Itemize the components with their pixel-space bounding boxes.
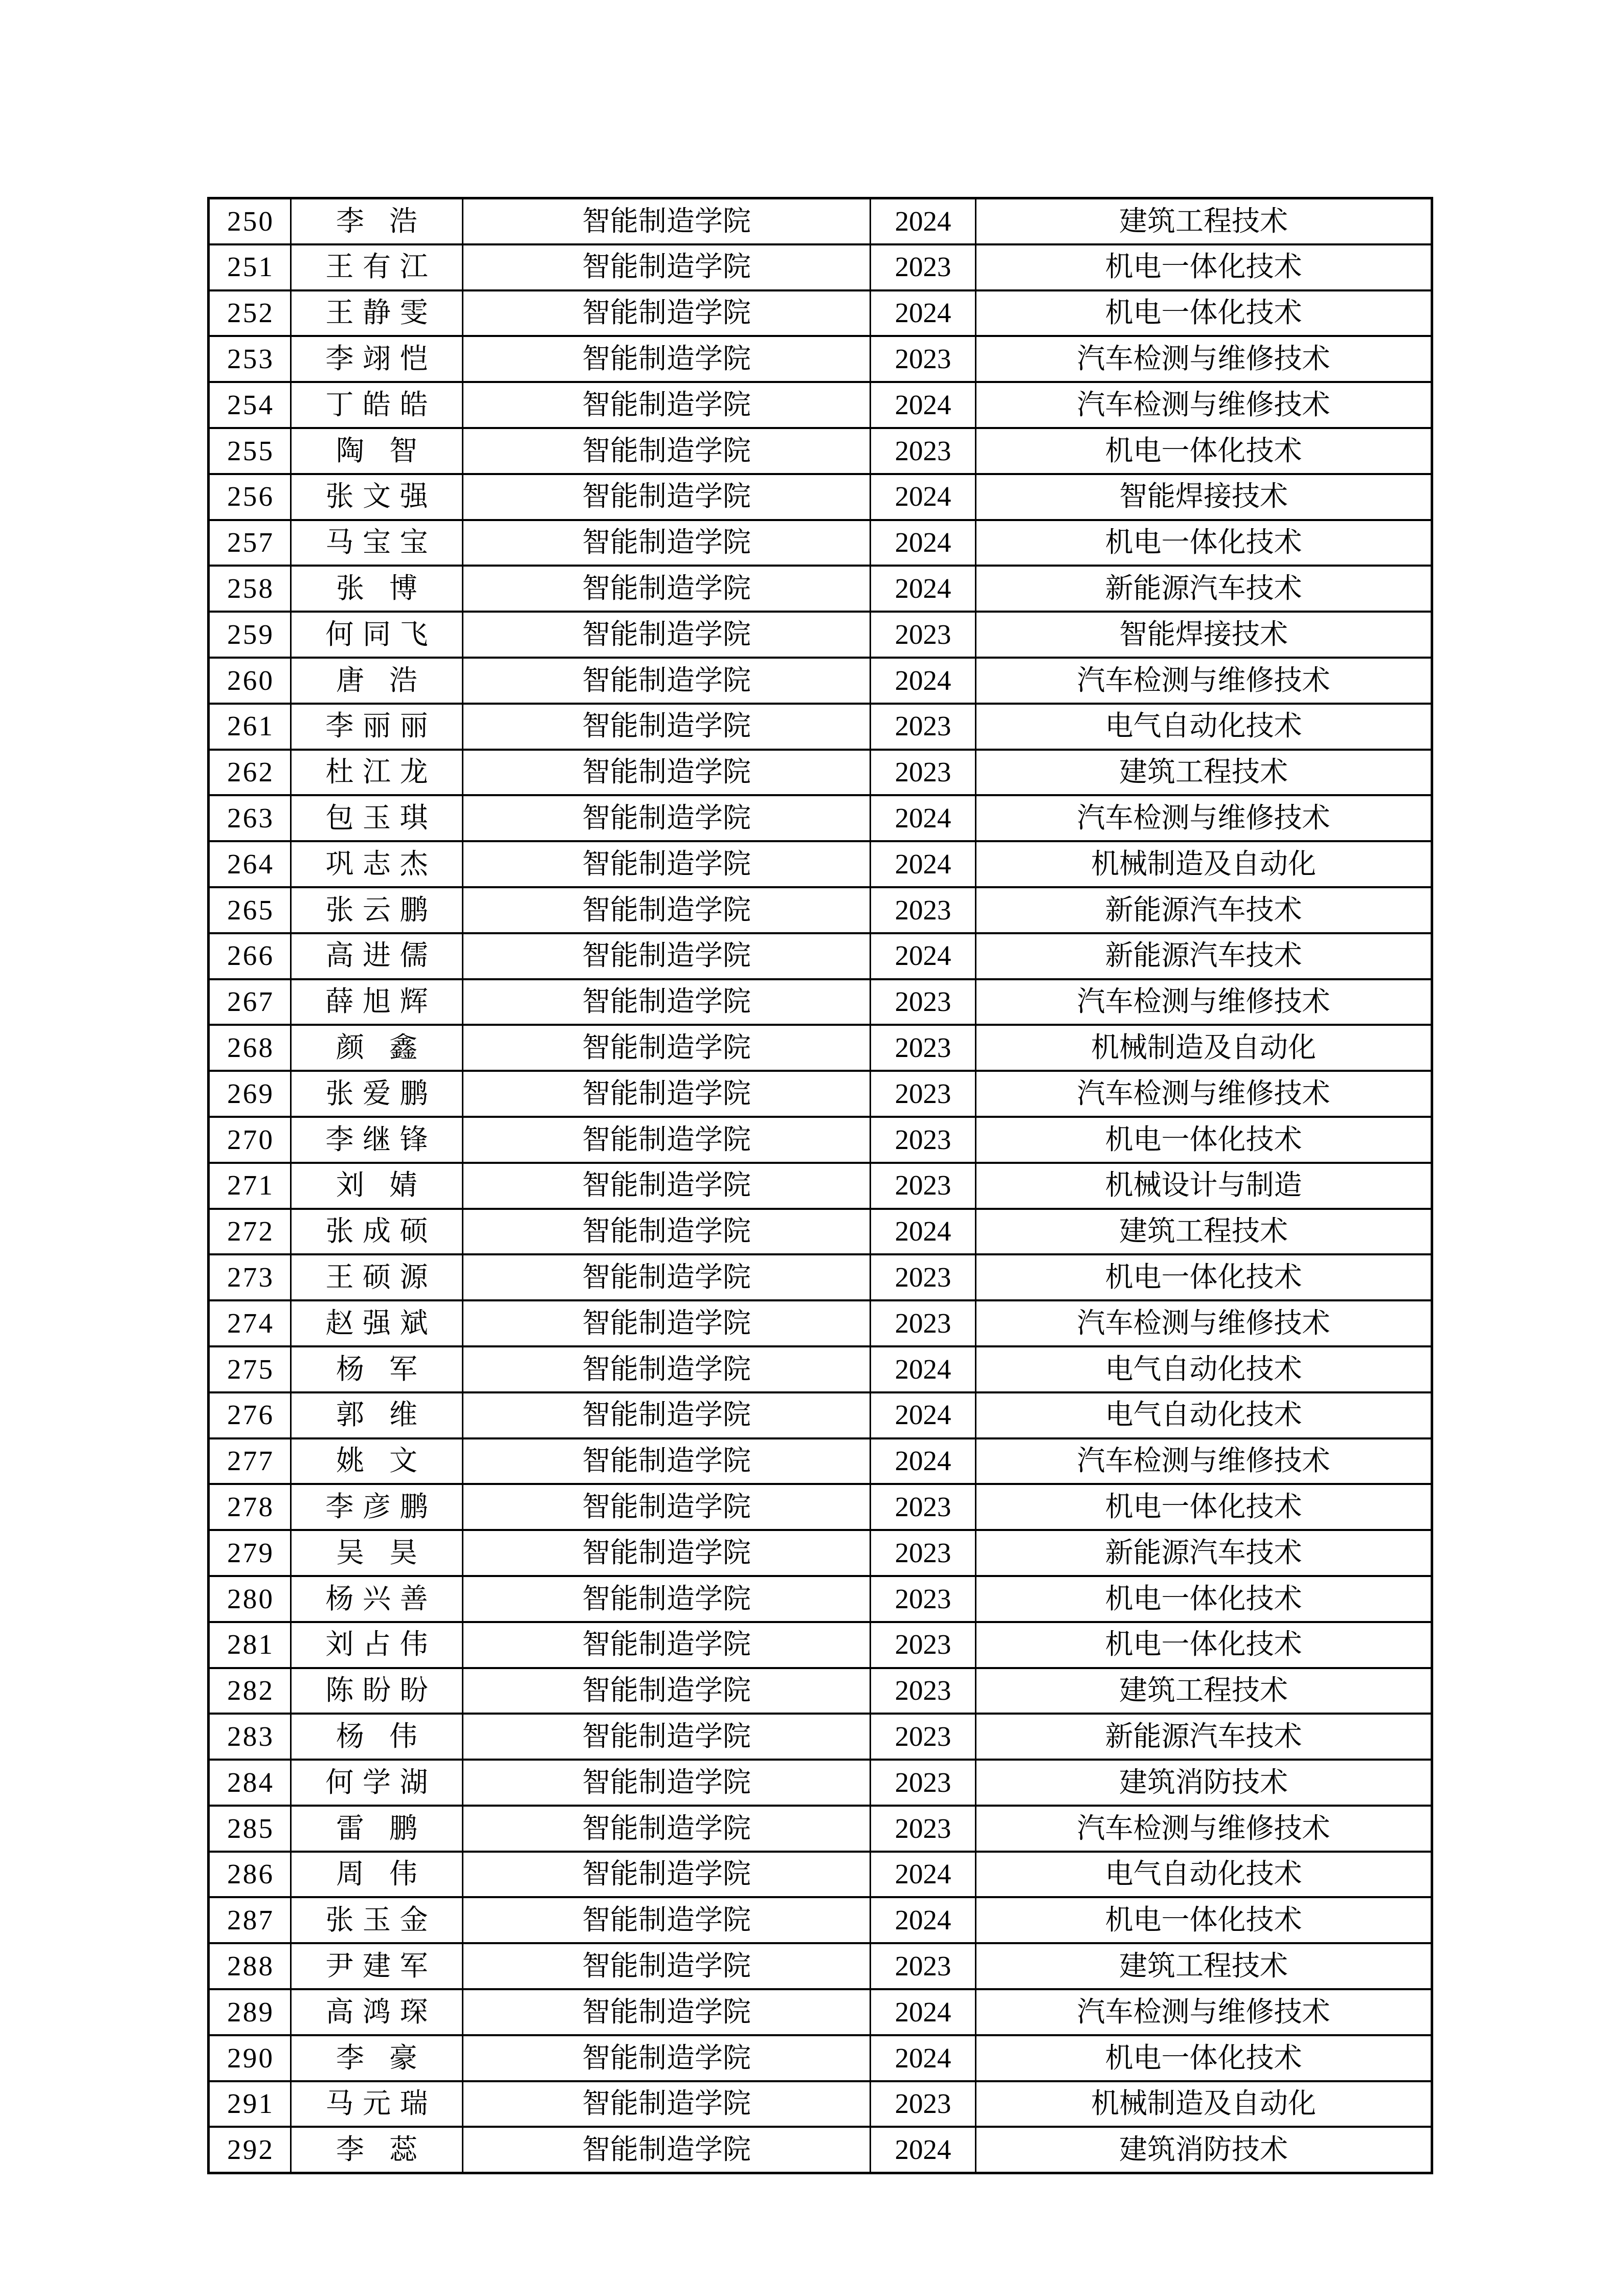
cell-major: 新能源汽车技术 xyxy=(976,1530,1432,1576)
cell-college: 智能制造学院 xyxy=(463,1254,871,1300)
table-row xyxy=(209,1530,1432,1576)
cell-major: 机电一体化技术 xyxy=(976,1576,1432,1622)
cell-name: 李 豪 xyxy=(291,2035,463,2081)
cell-college: 智能制造学院 xyxy=(463,1484,871,1530)
cell-major: 汽车检测与维修技术 xyxy=(976,1300,1432,1346)
table-row xyxy=(209,841,1432,887)
cell-college: 智能制造学院 xyxy=(463,887,871,933)
student-roster-table xyxy=(207,197,1433,2174)
table-row xyxy=(209,1163,1432,1209)
cell-name: 巩志杰 xyxy=(291,841,463,887)
cell-college: 智能制造学院 xyxy=(463,1117,871,1163)
cell-name: 杨 伟 xyxy=(291,1714,463,1760)
cell-major: 新能源汽车技术 xyxy=(976,1714,1432,1760)
cell-college: 智能制造学院 xyxy=(463,1576,871,1622)
cell-year: 2024 xyxy=(871,198,976,244)
table-row xyxy=(209,1392,1432,1438)
cell-name: 吴 昊 xyxy=(291,1530,463,1576)
cell-college: 智能制造学院 xyxy=(463,290,871,336)
cell-year: 2024 xyxy=(871,1438,976,1484)
table-row xyxy=(209,428,1432,474)
cell-college: 智能制造学院 xyxy=(463,382,871,428)
cell-year: 2023 xyxy=(871,704,976,750)
cell-number: 291 xyxy=(209,2081,291,2127)
cell-major: 建筑工程技术 xyxy=(976,198,1432,244)
cell-number: 270 xyxy=(209,1117,291,1163)
table-row xyxy=(209,933,1432,979)
table-row xyxy=(209,2035,1432,2081)
cell-college: 智能制造学院 xyxy=(463,566,871,612)
cell-name: 马元瑞 xyxy=(291,2081,463,2127)
table-row xyxy=(209,795,1432,841)
cell-college: 智能制造学院 xyxy=(463,841,871,887)
cell-year: 2023 xyxy=(871,887,976,933)
cell-major: 电气自动化技术 xyxy=(976,1392,1432,1438)
table-row xyxy=(209,2127,1432,2173)
cell-college: 智能制造学院 xyxy=(463,1438,871,1484)
cell-name: 李丽丽 xyxy=(291,704,463,750)
table-row xyxy=(209,1254,1432,1300)
cell-name: 高鸿琛 xyxy=(291,1989,463,2035)
cell-major: 新能源汽车技术 xyxy=(976,887,1432,933)
cell-name: 张爱鹏 xyxy=(291,1071,463,1117)
cell-number: 283 xyxy=(209,1714,291,1760)
cell-year: 2024 xyxy=(871,2035,976,2081)
cell-major: 建筑工程技术 xyxy=(976,1943,1432,1989)
cell-number: 271 xyxy=(209,1163,291,1209)
cell-number: 282 xyxy=(209,1668,291,1714)
cell-major: 机电一体化技术 xyxy=(976,290,1432,336)
cell-number: 273 xyxy=(209,1254,291,1300)
cell-major: 新能源汽车技术 xyxy=(976,933,1432,979)
cell-year: 2023 xyxy=(871,1025,976,1071)
table-row xyxy=(209,1622,1432,1668)
table-row xyxy=(209,1852,1432,1898)
cell-college: 智能制造学院 xyxy=(463,979,871,1025)
cell-number: 256 xyxy=(209,474,291,520)
table-row xyxy=(209,612,1432,658)
cell-number: 288 xyxy=(209,1943,291,1989)
table-row xyxy=(209,1806,1432,1852)
cell-year: 2023 xyxy=(871,1530,976,1576)
cell-major: 汽车检测与维修技术 xyxy=(976,795,1432,841)
cell-name: 陈盼盼 xyxy=(291,1668,463,1714)
cell-college: 智能制造学院 xyxy=(463,1163,871,1209)
table-row xyxy=(209,887,1432,933)
cell-year: 2024 xyxy=(871,290,976,336)
table-row xyxy=(209,1117,1432,1163)
cell-college: 智能制造学院 xyxy=(463,1300,871,1346)
cell-name: 雷 鹏 xyxy=(291,1806,463,1852)
cell-major: 机电一体化技术 xyxy=(976,520,1432,566)
cell-number: 279 xyxy=(209,1530,291,1576)
cell-year: 2023 xyxy=(871,1484,976,1530)
cell-college: 智能制造学院 xyxy=(463,1025,871,1071)
cell-number: 259 xyxy=(209,612,291,658)
cell-number: 272 xyxy=(209,1209,291,1255)
cell-college: 智能制造学院 xyxy=(463,1622,871,1668)
cell-name: 王硕源 xyxy=(291,1254,463,1300)
cell-major: 汽车检测与维修技术 xyxy=(976,336,1432,382)
cell-college: 智能制造学院 xyxy=(463,795,871,841)
cell-year: 2024 xyxy=(871,841,976,887)
cell-number: 254 xyxy=(209,382,291,428)
cell-number: 252 xyxy=(209,290,291,336)
cell-name: 丁皓皓 xyxy=(291,382,463,428)
cell-college: 智能制造学院 xyxy=(463,1852,871,1898)
cell-major: 建筑工程技术 xyxy=(976,750,1432,796)
table-row xyxy=(209,658,1432,704)
cell-year: 2023 xyxy=(871,1163,976,1209)
cell-year: 2023 xyxy=(871,1117,976,1163)
cell-name: 张成硕 xyxy=(291,1209,463,1255)
student-roster-body xyxy=(209,198,1432,2173)
cell-year: 2023 xyxy=(871,1071,976,1117)
cell-major: 建筑工程技术 xyxy=(976,1668,1432,1714)
cell-major: 电气自动化技术 xyxy=(976,1346,1432,1392)
cell-college: 智能制造学院 xyxy=(463,198,871,244)
cell-major: 机械设计与制造 xyxy=(976,1163,1432,1209)
cell-name: 杨兴善 xyxy=(291,1576,463,1622)
cell-number: 269 xyxy=(209,1071,291,1117)
table-row xyxy=(209,474,1432,520)
cell-year: 2024 xyxy=(871,1852,976,1898)
cell-year: 2023 xyxy=(871,612,976,658)
cell-major: 建筑消防技术 xyxy=(976,1760,1432,1806)
cell-name: 李 蕊 xyxy=(291,2127,463,2173)
cell-name: 薛旭辉 xyxy=(291,979,463,1025)
cell-major: 机电一体化技术 xyxy=(976,1117,1432,1163)
cell-year: 2023 xyxy=(871,1254,976,1300)
cell-name: 李继锋 xyxy=(291,1117,463,1163)
cell-name: 赵强斌 xyxy=(291,1300,463,1346)
table-row xyxy=(209,520,1432,566)
cell-year: 2024 xyxy=(871,795,976,841)
cell-number: 267 xyxy=(209,979,291,1025)
cell-major: 机电一体化技术 xyxy=(976,1622,1432,1668)
table-row xyxy=(209,1346,1432,1392)
cell-name: 王有江 xyxy=(291,244,463,290)
cell-number: 284 xyxy=(209,1760,291,1806)
cell-college: 智能制造学院 xyxy=(463,704,871,750)
cell-year: 2023 xyxy=(871,979,976,1025)
cell-major: 机电一体化技术 xyxy=(976,428,1432,474)
cell-major: 汽车检测与维修技术 xyxy=(976,1806,1432,1852)
table-row xyxy=(209,1209,1432,1255)
cell-college: 智能制造学院 xyxy=(463,336,871,382)
cell-year: 2024 xyxy=(871,1989,976,2035)
cell-year: 2023 xyxy=(871,336,976,382)
table-row xyxy=(209,1668,1432,1714)
cell-year: 2024 xyxy=(871,1346,976,1392)
cell-year: 2024 xyxy=(871,520,976,566)
cell-number: 281 xyxy=(209,1622,291,1668)
cell-college: 智能制造学院 xyxy=(463,750,871,796)
cell-year: 2023 xyxy=(871,1300,976,1346)
cell-college: 智能制造学院 xyxy=(463,244,871,290)
cell-number: 286 xyxy=(209,1852,291,1898)
cell-name: 杨 军 xyxy=(291,1346,463,1392)
table-row xyxy=(209,2081,1432,2127)
cell-year: 2024 xyxy=(871,1209,976,1255)
cell-year: 2024 xyxy=(871,658,976,704)
cell-number: 260 xyxy=(209,658,291,704)
cell-name: 尹建军 xyxy=(291,1943,463,1989)
cell-number: 250 xyxy=(209,198,291,244)
table-row xyxy=(209,704,1432,750)
cell-number: 285 xyxy=(209,1806,291,1852)
cell-name: 张玉金 xyxy=(291,1897,463,1943)
cell-major: 电气自动化技术 xyxy=(976,1852,1432,1898)
table-row xyxy=(209,750,1432,796)
cell-number: 268 xyxy=(209,1025,291,1071)
table-row xyxy=(209,382,1432,428)
cell-name: 张 博 xyxy=(291,566,463,612)
cell-college: 智能制造学院 xyxy=(463,1806,871,1852)
cell-college: 智能制造学院 xyxy=(463,428,871,474)
cell-number: 276 xyxy=(209,1392,291,1438)
cell-name: 郭 维 xyxy=(291,1392,463,1438)
cell-name: 张文强 xyxy=(291,474,463,520)
cell-name: 包玉琪 xyxy=(291,795,463,841)
cell-major: 机械制造及自动化 xyxy=(976,2081,1432,2127)
cell-major: 汽车检测与维修技术 xyxy=(976,382,1432,428)
cell-year: 2024 xyxy=(871,474,976,520)
cell-number: 275 xyxy=(209,1346,291,1392)
cell-major: 电气自动化技术 xyxy=(976,704,1432,750)
cell-number: 292 xyxy=(209,2127,291,2173)
cell-major: 机械制造及自动化 xyxy=(976,1025,1432,1071)
cell-year: 2023 xyxy=(871,1760,976,1806)
cell-name: 姚 文 xyxy=(291,1438,463,1484)
cell-year: 2024 xyxy=(871,566,976,612)
cell-year: 2024 xyxy=(871,2127,976,2173)
cell-year: 2023 xyxy=(871,2081,976,2127)
cell-name: 颜 鑫 xyxy=(291,1025,463,1071)
cell-number: 277 xyxy=(209,1438,291,1484)
cell-year: 2023 xyxy=(871,428,976,474)
cell-number: 280 xyxy=(209,1576,291,1622)
cell-year: 2024 xyxy=(871,933,976,979)
cell-name: 李彦鹏 xyxy=(291,1484,463,1530)
cell-year: 2024 xyxy=(871,1897,976,1943)
cell-college: 智能制造学院 xyxy=(463,1530,871,1576)
cell-number: 251 xyxy=(209,244,291,290)
table-row xyxy=(209,244,1432,290)
cell-college: 智能制造学院 xyxy=(463,658,871,704)
cell-number: 261 xyxy=(209,704,291,750)
cell-college: 智能制造学院 xyxy=(463,1209,871,1255)
cell-number: 262 xyxy=(209,750,291,796)
cell-name: 杜江龙 xyxy=(291,750,463,796)
cell-year: 2023 xyxy=(871,1576,976,1622)
table-row xyxy=(209,1897,1432,1943)
cell-year: 2023 xyxy=(871,1806,976,1852)
cell-major: 智能焊接技术 xyxy=(976,612,1432,658)
cell-year: 2023 xyxy=(871,1622,976,1668)
cell-number: 266 xyxy=(209,933,291,979)
cell-major: 机电一体化技术 xyxy=(976,2035,1432,2081)
table-row xyxy=(209,1071,1432,1117)
table-row xyxy=(209,1300,1432,1346)
cell-major: 智能焊接技术 xyxy=(976,474,1432,520)
cell-college: 智能制造学院 xyxy=(463,2127,871,2173)
cell-number: 257 xyxy=(209,520,291,566)
cell-name: 张云鹏 xyxy=(291,887,463,933)
cell-college: 智能制造学院 xyxy=(463,933,871,979)
cell-year: 2023 xyxy=(871,750,976,796)
cell-year: 2024 xyxy=(871,1392,976,1438)
cell-number: 274 xyxy=(209,1300,291,1346)
cell-major: 机电一体化技术 xyxy=(976,1897,1432,1943)
cell-number: 255 xyxy=(209,428,291,474)
cell-number: 278 xyxy=(209,1484,291,1530)
cell-major: 汽车检测与维修技术 xyxy=(976,1438,1432,1484)
cell-name: 王静雯 xyxy=(291,290,463,336)
cell-college: 智能制造学院 xyxy=(463,1346,871,1392)
cell-major: 机电一体化技术 xyxy=(976,244,1432,290)
table-row xyxy=(209,1484,1432,1530)
cell-number: 258 xyxy=(209,566,291,612)
cell-name: 何同飞 xyxy=(291,612,463,658)
cell-name: 唐 浩 xyxy=(291,658,463,704)
cell-year: 2023 xyxy=(871,1668,976,1714)
cell-name: 陶 智 xyxy=(291,428,463,474)
table-row xyxy=(209,290,1432,336)
cell-major: 机械制造及自动化 xyxy=(976,841,1432,887)
cell-major: 汽车检测与维修技术 xyxy=(976,979,1432,1025)
cell-name: 马宝宝 xyxy=(291,520,463,566)
cell-college: 智能制造学院 xyxy=(463,612,871,658)
cell-name: 何学湖 xyxy=(291,1760,463,1806)
cell-major: 机电一体化技术 xyxy=(976,1254,1432,1300)
cell-college: 智能制造学院 xyxy=(463,1760,871,1806)
cell-college: 智能制造学院 xyxy=(463,2035,871,2081)
table-row xyxy=(209,1943,1432,1989)
cell-college: 智能制造学院 xyxy=(463,1714,871,1760)
cell-major: 新能源汽车技术 xyxy=(976,566,1432,612)
cell-college: 智能制造学院 xyxy=(463,1897,871,1943)
cell-name: 刘 婧 xyxy=(291,1163,463,1209)
cell-college: 智能制造学院 xyxy=(463,1943,871,1989)
cell-college: 智能制造学院 xyxy=(463,1668,871,1714)
cell-name: 周 伟 xyxy=(291,1852,463,1898)
cell-major: 汽车检测与维修技术 xyxy=(976,658,1432,704)
cell-major: 建筑工程技术 xyxy=(976,1209,1432,1255)
cell-number: 287 xyxy=(209,1897,291,1943)
table-row xyxy=(209,336,1432,382)
cell-name: 李 浩 xyxy=(291,198,463,244)
cell-name: 刘占伟 xyxy=(291,1622,463,1668)
cell-college: 智能制造学院 xyxy=(463,1392,871,1438)
table-row xyxy=(209,1714,1432,1760)
cell-major: 汽车检测与维修技术 xyxy=(976,1989,1432,2035)
cell-name: 李翊恺 xyxy=(291,336,463,382)
table-row xyxy=(209,1576,1432,1622)
cell-year: 2024 xyxy=(871,382,976,428)
cell-name: 高进儒 xyxy=(291,933,463,979)
cell-number: 263 xyxy=(209,795,291,841)
cell-college: 智能制造学院 xyxy=(463,474,871,520)
cell-college: 智能制造学院 xyxy=(463,1071,871,1117)
cell-number: 253 xyxy=(209,336,291,382)
table-row xyxy=(209,1025,1432,1071)
table-row xyxy=(209,566,1432,612)
cell-number: 289 xyxy=(209,1989,291,2035)
table-row xyxy=(209,1760,1432,1806)
cell-number: 290 xyxy=(209,2035,291,2081)
cell-college: 智能制造学院 xyxy=(463,520,871,566)
cell-year: 2023 xyxy=(871,1943,976,1989)
table-row xyxy=(209,979,1432,1025)
table-row xyxy=(209,1989,1432,2035)
cell-college: 智能制造学院 xyxy=(463,2081,871,2127)
cell-major: 汽车检测与维修技术 xyxy=(976,1071,1432,1117)
table-row xyxy=(209,1438,1432,1484)
cell-year: 2023 xyxy=(871,1714,976,1760)
cell-college: 智能制造学院 xyxy=(463,1989,871,2035)
cell-major: 机电一体化技术 xyxy=(976,1484,1432,1530)
table-row xyxy=(209,198,1432,244)
cell-number: 264 xyxy=(209,841,291,887)
cell-year: 2023 xyxy=(871,244,976,290)
cell-major: 建筑消防技术 xyxy=(976,2127,1432,2173)
cell-number: 265 xyxy=(209,887,291,933)
